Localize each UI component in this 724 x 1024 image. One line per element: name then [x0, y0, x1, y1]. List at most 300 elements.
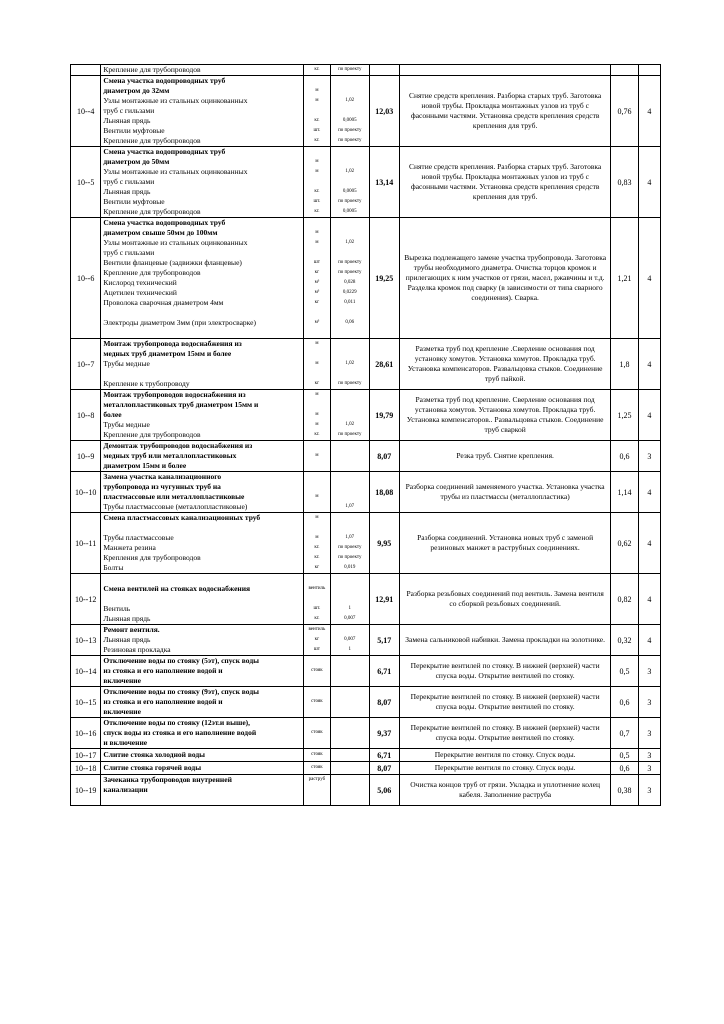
category: 4: [638, 472, 660, 513]
work-name-cell: [101, 749, 303, 762]
quantity-value: по проекту: [338, 128, 362, 133]
norm-code: [71, 65, 101, 76]
quantity-value: [331, 441, 368, 451]
unit-value: м: [315, 159, 319, 164]
quantity-value: [331, 472, 368, 482]
quantity-value: [331, 718, 368, 728]
time-norm: 6,71: [369, 656, 399, 687]
quantity-cell: [331, 656, 369, 687]
unit-value: кг: [314, 381, 320, 386]
unit-value: [304, 687, 330, 697]
norm-code: 10--6: [71, 218, 101, 339]
material-line: Вентиль: [103, 604, 131, 613]
material-line: Крепление для трубопроводов: [103, 268, 201, 277]
work-description: Очистка концов труб от грязи. Укладка и уплотнение колец кабеля. Заполнение раструба: [399, 775, 611, 806]
work-description: Перекрытие вентилей по стояку. В нижней (верхней) части спуска воды. Открытие вентилей по стояку.: [399, 656, 611, 687]
work-title-line: Зачеканка трубопроводов внутренней: [103, 775, 232, 784]
quantity-value: [331, 400, 368, 410]
norm-code: 10--12: [71, 574, 101, 625]
material-line: Трубы медные: [103, 359, 150, 368]
material-line: Льняная прядь: [103, 635, 151, 644]
norm-code: 10--13: [71, 625, 101, 656]
quantity-value: 1: [348, 606, 352, 611]
quantity-value: 1: [348, 647, 352, 652]
material-line: труб с гильзами: [103, 106, 155, 115]
unit-value: шт: [313, 260, 320, 265]
work-description: Снятие средств крепления. Разборка старых труб. Заготовка новой трубы. Прокладка монтажных узлов из труб с фасонными частями. Установка средств крепления средств крепления для труб.: [399, 76, 611, 147]
table-row: [71, 147, 661, 218]
work-title-line: Слитие стояка горячей воды: [103, 763, 202, 772]
time-norm: 12,03: [369, 76, 399, 147]
quantity-value: [331, 228, 368, 238]
unit-value: [304, 523, 330, 533]
unit-value: м: [315, 361, 319, 366]
unit-cell: [303, 775, 330, 806]
quantity-value: [331, 785, 368, 795]
coefficient: 0,5: [611, 749, 638, 762]
work-description: Перекрытие вентилей по стояку. В нижней (верхней) части спуска воды. Открытие вентилей по стояку.: [399, 687, 611, 718]
quantity-value: [331, 461, 368, 471]
unit-cell: [303, 65, 330, 76]
unit-value: м: [315, 494, 319, 499]
work-description: Перекрытие вентиля по стояку. Спуск воды.: [399, 762, 611, 775]
unit-cell: [303, 218, 330, 339]
material-line: Крепление для трубопроводов: [103, 207, 201, 216]
unit-value: [304, 795, 330, 805]
unit-value: [304, 482, 330, 492]
work-title-line: металлопластиковых труб диаметром 15мм и: [103, 400, 259, 409]
unit-value: [304, 218, 330, 228]
work-title-line: канализации: [103, 785, 148, 794]
quantity-value: по проекту: [338, 545, 362, 550]
time-norm: 8,07: [369, 762, 399, 775]
coefficient: 0,83: [611, 147, 638, 218]
material-line: Трубы пластмассовые: [103, 533, 174, 542]
work-name-cell: [101, 718, 303, 749]
unit-value: кг.: [314, 555, 320, 560]
work-title-line: Смена участка водопроводных труб: [103, 218, 226, 227]
quantity-cell: [331, 65, 369, 76]
norm-code: 10--7: [71, 339, 101, 390]
table-row: [71, 625, 661, 656]
table-row: [71, 749, 661, 762]
work-title-line: Отключение воды по стояку (9эт), спуск воды: [103, 687, 259, 696]
quantity-value: [331, 390, 368, 400]
quantity-value: по проекту: [338, 555, 362, 560]
norm-code: 10--19: [71, 775, 101, 806]
category: 3: [638, 441, 660, 472]
quantity-value: по проекту: [338, 67, 362, 72]
unit-value: стояк: [311, 765, 323, 770]
work-title-line: Смена участка водопроводных труб: [103, 76, 226, 85]
unit-cell: [303, 574, 330, 625]
quantity-value: [331, 328, 368, 338]
quantity-value: [331, 687, 368, 697]
material-line: Крепления для трубопроводов: [103, 553, 201, 562]
norm-code: 10--4: [71, 76, 101, 147]
work-name-cell: [101, 76, 303, 147]
quantity-value: по проекту: [338, 138, 362, 143]
work-title-line: из стояка и его наполнение водой и: [103, 697, 223, 706]
work-title-line: трубопровода из чугунных труб на: [103, 482, 221, 491]
unit-value: шт.: [313, 199, 321, 204]
quantity-value: 1,02: [345, 422, 355, 427]
table-row: [71, 687, 661, 718]
work-title-line: пластмассовые или металлопластиковые: [103, 492, 245, 501]
category: 4: [638, 390, 660, 441]
unit-value: кг.: [314, 189, 320, 194]
work-name-cell: [101, 625, 303, 656]
unit-value: [304, 785, 330, 795]
unit-value: [304, 349, 330, 359]
work-title-line: более: [103, 410, 122, 419]
quantity-value: [331, 738, 368, 748]
work-description: [399, 65, 611, 76]
category: 4: [638, 76, 660, 147]
coefficient: 1,14: [611, 472, 638, 513]
quantity-value: [331, 707, 368, 717]
work-name-cell: [101, 656, 303, 687]
unit-value: [304, 147, 330, 157]
coefficient: 0,7: [611, 718, 638, 749]
work-title-line: Ремонт вентиля.: [103, 625, 160, 634]
quantity-value: [331, 594, 368, 604]
work-name-cell: [101, 762, 303, 775]
work-title-line: диаметром до 32мм: [103, 86, 170, 95]
norm-code: 10--14: [71, 656, 101, 687]
unit-value: вентиль: [308, 627, 326, 632]
quantity-cell: [331, 390, 369, 441]
unit-cell: [303, 147, 330, 218]
coefficient: 1,8: [611, 339, 638, 390]
unit-cell: [303, 749, 330, 762]
unit-value: вентиль: [308, 586, 326, 591]
time-norm: 8,07: [369, 441, 399, 472]
unit-value: кг.: [314, 209, 320, 214]
material-line: Проволока сварочная диаметром 4мм: [103, 298, 224, 307]
table-row: [71, 339, 661, 390]
time-norm: 12,91: [369, 574, 399, 625]
coefficient: 0,6: [611, 687, 638, 718]
work-title-line: включение: [103, 676, 141, 685]
quantity-value: 0,0005: [342, 189, 357, 194]
quantity-value: [331, 513, 368, 523]
unit-value: [304, 707, 330, 717]
quantity-cell: [331, 718, 369, 749]
quantity-value: 0,011: [344, 300, 356, 305]
time-norm: 28,61: [369, 339, 399, 390]
unit-cell: [303, 656, 330, 687]
material-line: Льняная прядь: [103, 614, 151, 623]
time-norm: 18,08: [369, 472, 399, 513]
quantity-value: [331, 676, 368, 686]
category: 4: [638, 513, 660, 574]
material-line: Узлы монтажные из стальных оцинкованных: [103, 167, 248, 176]
work-name-cell: [101, 441, 303, 472]
quantity-cell: [331, 687, 369, 718]
work-name-cell: [101, 65, 303, 76]
quantity-cell: [331, 749, 369, 762]
unit-value: кг.: [314, 118, 320, 123]
coefficient: 0,32: [611, 625, 638, 656]
quantity-value: 0,0005: [342, 118, 357, 123]
quantity-value: [331, 86, 368, 96]
material-line: [103, 328, 300, 338]
work-description: Разборка соединений. Установка новых труб с заменой резиновых манжет в раструбных соединениях.: [399, 513, 611, 574]
work-title-line: Отключение воды по стояку (12эт.и выше),: [103, 718, 251, 727]
quantity-value: [331, 410, 368, 420]
time-norm: 5,17: [369, 625, 399, 656]
quantity-value: [331, 574, 368, 584]
category: 4: [638, 574, 660, 625]
quantity-value: 1,02: [345, 240, 355, 245]
work-title-line: из стояка и его наполнение водой и: [103, 666, 223, 675]
norm-code: 10--15: [71, 687, 101, 718]
work-title-line: медных труб диаметром 15мм и более: [103, 349, 232, 358]
category: [638, 65, 660, 76]
work-name-cell: [101, 574, 303, 625]
work-description: Резка труб. Снятие крепления.: [399, 441, 611, 472]
time-norm: 8,07: [369, 687, 399, 718]
unit-value: шт.: [313, 128, 321, 133]
material-line: Крепление для трубопроводов: [103, 136, 201, 145]
work-description: Перекрытие вентиля по стояку. Спуск воды.: [399, 749, 611, 762]
quantity-value: [331, 523, 368, 533]
unit-value: [304, 594, 330, 604]
unit-value: м: [315, 412, 319, 417]
norm-code: 10--11: [71, 513, 101, 574]
work-name-cell: [101, 390, 303, 441]
unit-value: м: [315, 341, 319, 346]
table-row: [71, 574, 661, 625]
unit-cell: [303, 441, 330, 472]
work-name-cell: [101, 513, 303, 574]
material-line: Трубы медные: [103, 420, 150, 429]
unit-value: раструб: [308, 777, 326, 782]
category: 3: [638, 718, 660, 749]
norm-code: 10--9: [71, 441, 101, 472]
work-description: Разборка соединений заменяемого участка. Установка участка трубы из пластмассы (металлопластика): [399, 472, 611, 513]
material-line: Ацетилен технический: [103, 288, 177, 297]
unit-value: [304, 106, 330, 116]
quantity-value: 1,02: [345, 98, 355, 103]
unit-value: [304, 441, 330, 451]
work-description: Разметка труб под крепление .Сверление основания под установку хомутов. Установка хомутов. Прокладка труб. Установка компенсаторов. Развальцовка стыков. Соединение труб пайкой.: [399, 339, 611, 390]
quantity-value: 0,06: [345, 320, 355, 325]
table-row: [71, 218, 661, 339]
unit-value: м: [315, 535, 319, 540]
quantity-cell: [331, 339, 369, 390]
quantity-value: [331, 308, 368, 318]
material-line: труб с гильзами: [103, 177, 155, 186]
table-row: [71, 390, 661, 441]
unit-value: кг: [314, 637, 320, 642]
coefficient: 0,38: [611, 775, 638, 806]
norms-table-body: [71, 65, 661, 806]
unit-cell: [303, 339, 330, 390]
quantity-value: [331, 76, 368, 86]
category: 3: [638, 762, 660, 775]
coefficient: 0,6: [611, 762, 638, 775]
unit-cell: [303, 76, 330, 147]
table-row: [71, 65, 661, 76]
material-line: Манжета резина: [103, 543, 156, 552]
unit-value: м³: [314, 290, 320, 295]
coefficient: 0,82: [611, 574, 638, 625]
quantity-value: [331, 369, 368, 379]
quantity-value: по проекту: [338, 260, 362, 265]
unit-value: м³: [314, 320, 320, 325]
work-title-line: Замена участка канализационного: [103, 472, 222, 481]
work-title-line: Монтаж трубопровода водоснабжения из: [103, 339, 242, 348]
unit-value: м: [315, 169, 319, 174]
quantity-value: [331, 666, 368, 676]
material-line: труб с гильзами: [103, 248, 155, 257]
unit-value: [304, 308, 330, 318]
work-description: Замена сальниковой набивки. Замена прокладки на золотнике.: [399, 625, 611, 656]
norm-code: 10--16: [71, 718, 101, 749]
quantity-value: [331, 728, 368, 738]
work-title-line: Отключение воды по стояку (5эт), спуск воды: [103, 656, 259, 665]
work-name-cell: [101, 775, 303, 806]
table-row: [71, 775, 661, 806]
work-description: Перекрытие вентилей по стояку. В нижней (верхней) части спуска воды. Открытие вентилей по стояку.: [399, 718, 611, 749]
material-line: Вентили муфтовые: [103, 197, 165, 206]
coefficient: 0,76: [611, 76, 638, 147]
material-line: Вентили фланцевые (задвижки фланцевые): [103, 258, 242, 267]
unit-value: м: [315, 515, 319, 520]
work-title-line: диаметром 15мм и более: [103, 461, 187, 470]
category: 3: [638, 687, 660, 718]
coefficient: 0,6: [611, 441, 638, 472]
unit-value: [304, 502, 330, 512]
coefficient: 0,5: [611, 656, 638, 687]
unit-value: кг: [314, 300, 320, 305]
material-line: Резиновая прокладка: [103, 645, 171, 654]
material-line: [103, 574, 300, 584]
unit-value: шт: [313, 647, 320, 652]
unit-cell: [303, 762, 330, 775]
work-name-cell: [101, 339, 303, 390]
quantity-value: [331, 339, 368, 349]
unit-value: м: [315, 230, 319, 235]
unit-value: кг.: [314, 138, 320, 143]
category: 4: [638, 339, 660, 390]
work-title-line: Смена пластмассовых канализационных труб: [103, 513, 261, 522]
unit-value: [304, 461, 330, 471]
time-norm: 5,06: [369, 775, 399, 806]
material-line: Кислород технический: [103, 278, 177, 287]
material-line: [103, 795, 300, 805]
unit-value: м: [315, 240, 319, 245]
unit-value: стояк: [311, 752, 323, 757]
unit-cell: [303, 472, 330, 513]
quantity-value: 0,0229: [342, 290, 357, 295]
work-title-line: Слитие стояка холодной воды: [103, 750, 206, 759]
work-title-line: медных труб или металлопластиковых: [103, 451, 237, 460]
quantity-value: 0,028: [344, 280, 356, 285]
table-row: [71, 513, 661, 574]
quantity-value: [331, 584, 368, 594]
time-norm: 13,14: [369, 147, 399, 218]
unit-value: кг.: [314, 432, 320, 437]
quantity-value: [331, 697, 368, 707]
unit-value: [304, 472, 330, 482]
quantity-cell: [331, 574, 369, 625]
quantity-value: [331, 349, 368, 359]
unit-value: кг.: [314, 545, 320, 550]
unit-value: кг.: [314, 67, 320, 72]
unit-value: [304, 248, 330, 258]
category: 3: [638, 656, 660, 687]
norm-code: 10--10: [71, 472, 101, 513]
quantity-value: [331, 795, 368, 805]
quantity-cell: [331, 76, 369, 147]
work-title-line: Смена участка водопроводных труб: [103, 147, 226, 156]
unit-value: м: [315, 453, 319, 458]
unit-value: м: [315, 422, 319, 427]
unit-cell: [303, 390, 330, 441]
quantity-cell: [331, 625, 369, 656]
unit-value: [304, 328, 330, 338]
unit-value: [304, 718, 330, 728]
quantity-value: 1,07: [345, 504, 355, 509]
work-title-line: диаметром свыше 50мм до 100мм: [103, 228, 218, 237]
coefficient: 1,25: [611, 390, 638, 441]
unit-cell: [303, 513, 330, 574]
quantity-value: [331, 157, 368, 167]
unit-cell: [303, 625, 330, 656]
unit-value: кг.: [314, 616, 320, 621]
unit-value: [304, 76, 330, 86]
quantity-value: [331, 492, 368, 502]
material-line: [103, 523, 300, 533]
norm-code: 10--5: [71, 147, 101, 218]
quantity-value: 1,02: [345, 169, 355, 174]
work-description: Вырезка подлежащего замене участка трубопровода. Заготовка трубы необходимого диаметра. Очистка торцов кромок и прилегающих к ним участков от грязи, масел, ржавчины и т.д. Разделка кромок под сварку (в зависимости от типа сварного соединения). Сварка.: [399, 218, 611, 339]
work-description: Снятие средств крепления. Разборка старых труб. Заготовка новой трубы. Прокладка монтажных узлов из труб с фасонными частями. Установка средств крепления средств крепления для труб.: [399, 147, 611, 218]
table-row: [71, 762, 661, 775]
unit-cell: [303, 718, 330, 749]
coefficient: 0,62: [611, 513, 638, 574]
category: 4: [638, 218, 660, 339]
material-line: [103, 308, 300, 318]
unit-value: [304, 177, 330, 187]
unit-value: [304, 574, 330, 584]
time-norm: 6,71: [369, 749, 399, 762]
category: 3: [638, 749, 660, 762]
quantity-value: 0,0005: [342, 209, 357, 214]
coefficient: [611, 65, 638, 76]
quantity-cell: [331, 762, 369, 775]
quantity-value: [331, 750, 368, 760]
unit-value: м: [315, 98, 319, 103]
quantity-value: [331, 625, 368, 635]
table-row: [71, 656, 661, 687]
unit-value: [304, 676, 330, 686]
unit-value: [304, 369, 330, 379]
material-line: Болты: [103, 563, 124, 572]
norms-table: [70, 64, 661, 806]
quantity-value: 0,007: [344, 616, 356, 621]
quantity-cell: [331, 472, 369, 513]
material-line: Льняная прядь: [103, 187, 151, 196]
time-norm: 19,25: [369, 218, 399, 339]
material-line: Крепление для трубопроводов: [103, 430, 201, 439]
quantity-value: 1,02: [345, 361, 355, 366]
work-name-cell: [101, 472, 303, 513]
unit-value: кг: [314, 270, 320, 275]
